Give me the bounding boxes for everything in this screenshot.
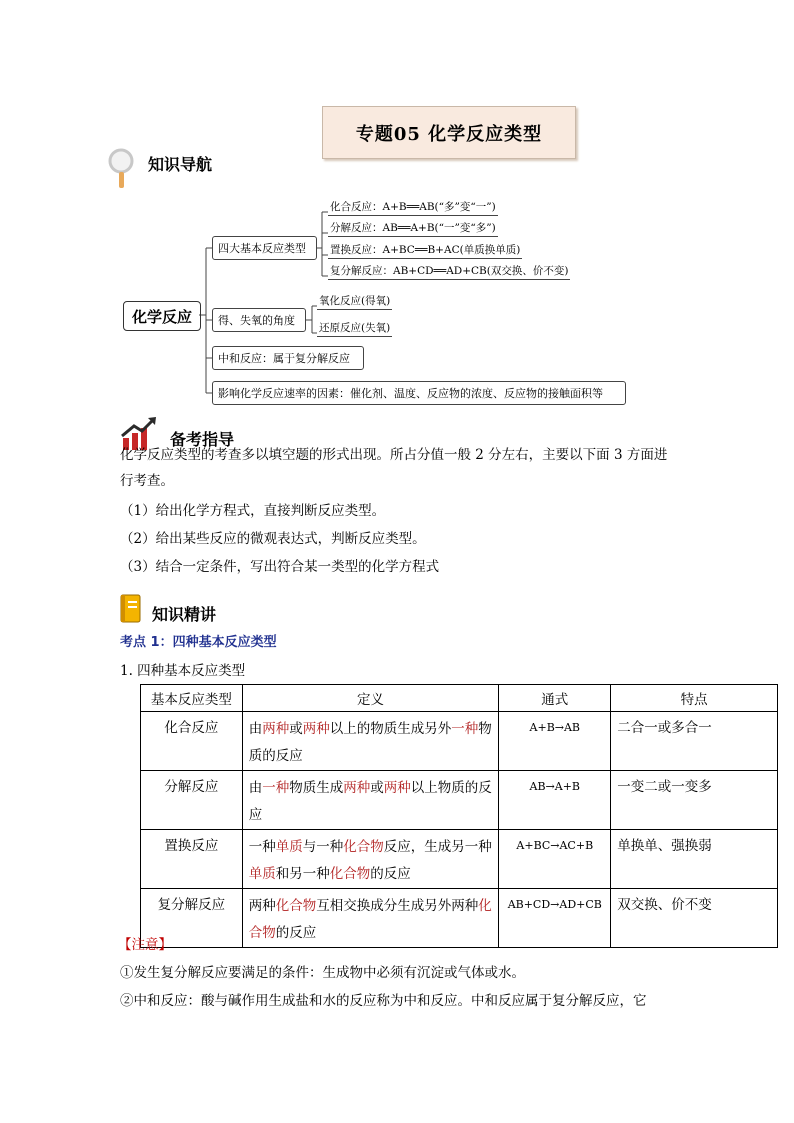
mindmap-leaf: 复分解反应：AB+CD══AD+CB(双交换、价不变): [328, 263, 570, 280]
highlight-term: 一种: [451, 721, 479, 737]
mindmap-leaf: 置换反应：A+BC══B+AC(单质换单质): [328, 242, 522, 259]
page-title: 专题05 化学反应类型: [322, 106, 576, 159]
point-heading: 考点 1：四种基本反应类型: [120, 635, 277, 650]
highlight-term: 一种: [262, 780, 290, 796]
mindmap-leaf: 还原反应(失氧): [317, 320, 392, 337]
cell-formula: AB→A+B: [499, 771, 611, 830]
cell-type: 化合反应: [141, 712, 243, 771]
point-subheading: 1. 四种基本反应类型: [120, 663, 246, 679]
mindmap-branch-oxygen: 得、失氧的角度: [212, 308, 306, 332]
definition-text: 两种: [248, 898, 276, 914]
cell-definition: [242, 712, 499, 771]
cell-feature: 二合一或多合一: [611, 712, 778, 771]
definition-text: 的反应: [370, 866, 411, 882]
cell-feature: 单换单、强换弱: [611, 830, 778, 889]
mindmap-branch-neutralization: 中和反应：属于复分解反应: [212, 346, 364, 370]
cell-formula: AB+CD→AD+CB: [499, 889, 611, 948]
definition-text: 或: [289, 721, 303, 737]
highlight-term: 化合物: [329, 866, 371, 882]
cell-feature: 双交换、价不变: [611, 889, 778, 948]
highlight-term: 两种: [262, 721, 290, 737]
mindmap-leaf: 分解反应：AB══A+B(“一”变“多”): [328, 220, 498, 237]
definition-text: 互相交换成分生成另外两种: [316, 898, 479, 914]
guide-item: （2）给出某些反应的微观表达式，判断反应类型。: [120, 531, 426, 547]
definition-text: 以上的物质生成另外: [329, 721, 452, 737]
table-row: [141, 771, 778, 830]
definition-text: 和另一种: [275, 866, 330, 882]
definition-text: 或: [370, 780, 384, 796]
cell-formula: A+BC→AC+B: [499, 830, 611, 889]
guide-item: （1）给出化学方程式，直接判断反应类型。: [120, 503, 386, 519]
definition-text: 由: [248, 780, 263, 796]
cell-type: 复分解反应: [141, 889, 243, 948]
mindmap-leaf: 化合反应：A+B══AB(“多”变“一”): [328, 199, 498, 216]
highlight-term: 化合物: [343, 839, 384, 855]
definition-text: 以上物质的反应: [248, 780, 492, 823]
table-row: [141, 889, 778, 948]
mindmap-branch-rate-factors: 影响化学反应速率的因素：催化剂、温度、反应物的浓度、反应物的接触面积等: [212, 381, 626, 405]
notebook-icon: [118, 594, 142, 624]
definition-text: 一种: [248, 839, 276, 855]
cell-type: 置换反应: [141, 830, 243, 889]
definition-text: 的反应: [275, 925, 317, 941]
highlight-term: 化合物: [275, 898, 317, 914]
mindmap-branch-basic-types: 四大基本反应类型: [212, 236, 317, 260]
definition-text: 物质的反应: [248, 721, 492, 764]
cell-feature: 一变二或一变多: [611, 771, 778, 830]
highlight-term: 单质: [248, 866, 276, 882]
reaction-types-table: [140, 684, 778, 948]
definition-text: 反应，生成另一种: [383, 839, 492, 855]
highlight-term: 化合物: [248, 898, 492, 941]
section-heading-guide: 备考指导: [170, 430, 235, 449]
highlight-term: 单质: [275, 839, 303, 855]
mindmap-root: 化学反应: [123, 301, 201, 331]
column-header: 通式: [499, 685, 611, 712]
highlight-term: 两种: [302, 721, 330, 737]
cell-type: 分解反应: [141, 771, 243, 830]
column-header: 基本反应类型: [141, 685, 243, 712]
table-header-row: [141, 685, 778, 712]
cell-formula: A+B→AB: [499, 712, 611, 771]
highlight-term: 两种: [343, 780, 371, 796]
column-header: 特点: [611, 685, 778, 712]
guide-intro: 化学反应类型的考查多以填空题的形式出现。所占分值一般 2 分左右，主要以下面 3 方面进行考查。: [120, 447, 668, 489]
cell-definition: [242, 771, 499, 830]
definition-text: 由: [248, 721, 263, 737]
mindmap-leaf: 氧化反应(得氧): [317, 293, 392, 310]
highlight-term: 两种: [383, 780, 411, 796]
note-line: ②中和反应：酸与碱作用生成盐和水的反应称为中和反应。中和反应属于复分解反应，它: [120, 993, 647, 1009]
section-heading-lecture: 知识精讲: [152, 605, 217, 624]
table-row: [141, 712, 778, 771]
note-line: ①发生复分解反应要满足的条件：生成物中必须有沉淀或气体或水。: [120, 965, 525, 981]
note-heading: 【注意】: [118, 937, 172, 953]
definition-text: 与一种: [302, 839, 344, 855]
section-heading-nav: 知识导航: [148, 155, 213, 174]
guide-item: （3）结合一定条件，写出符合某一类型的化学方程式: [120, 559, 440, 575]
column-header: 定义: [242, 685, 499, 712]
table-row: [141, 830, 778, 889]
cell-definition: [242, 889, 499, 948]
definition-text: 物质生成: [289, 780, 344, 796]
cell-definition: [242, 830, 499, 889]
